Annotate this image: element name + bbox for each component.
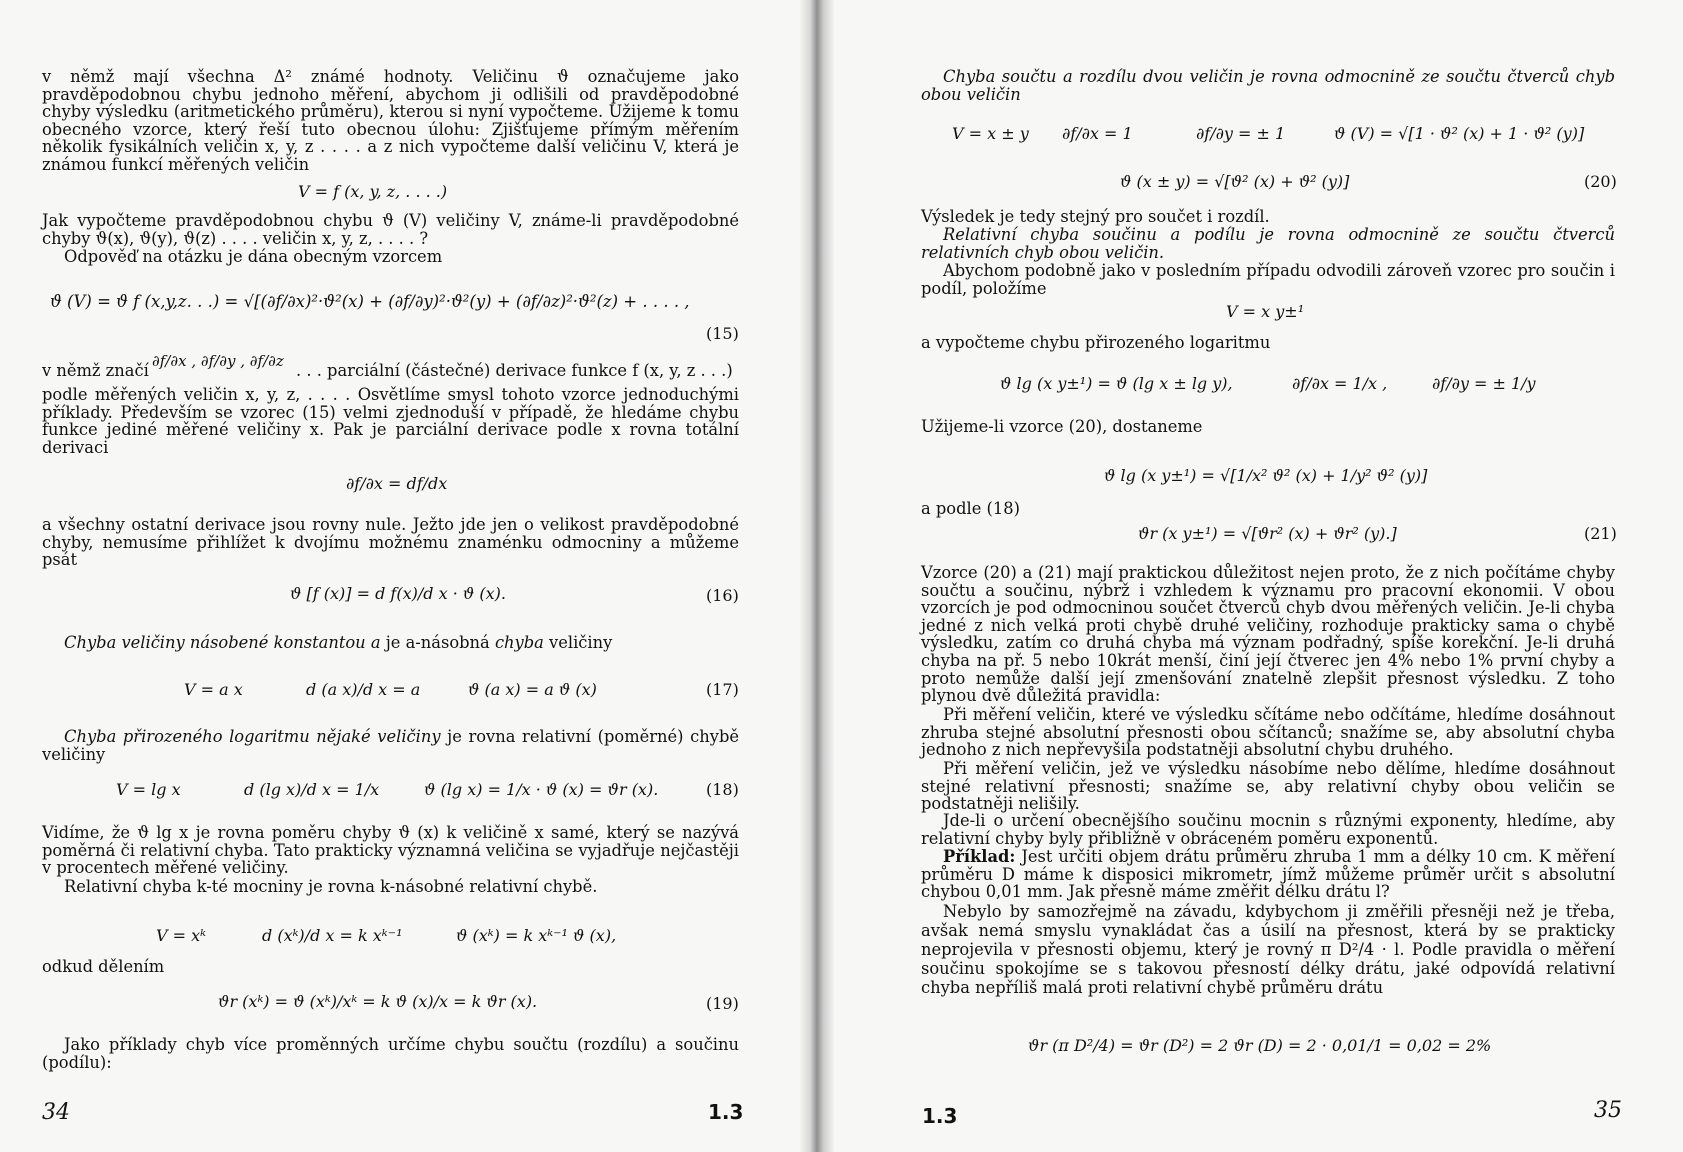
paragraph-label: v němž značí: [42, 361, 149, 380]
paragraph: Abychom podobně jako v posledním případu odvodili zároveň vzorec pro součin i podíl, položíme: [921, 261, 1615, 298]
equation: ∂f/∂x = df/dx: [346, 474, 448, 493]
paragraph: Chyba veličiny násobené konstantou a je a-násobná chyba veličiny: [64, 633, 613, 652]
paragraph: Jde-li o určení obecnějšího součinu mocnin s různými exponenty, hledíme, aby relativní chyby byly přibližně v obráceném poměru exponentů.: [921, 811, 1615, 848]
paragraph: podle měřených veličin x, y, z, . . . . Osvětlíme smysl tohoto vzorce jednoduchými příklady. Především se vzorec (15) velmi zjednoduší v případě, že hledáme chybu funkce jediné měřené veličiny x. Pak je parciální derivace podle x rovna totální derivaci: [42, 385, 739, 457]
equation: d (lg x)/d x = 1/x: [244, 780, 380, 799]
paragraph: . . . parciální (částečné) derivace funkce f (x, y, z . . .): [296, 361, 733, 380]
paragraph: Jako příklady chyb více proměnných určíme chybu součtu (rozdílu) a součinu (podílu):: [42, 1035, 739, 1072]
page-number: 34: [42, 1100, 70, 1125]
equation: V = f (x, y, z, . . . .): [298, 182, 448, 201]
equation: ϑ (a x) = a ϑ (x): [468, 680, 597, 699]
book-gutter: [800, 0, 834, 1152]
paragraph: a všechny ostatní derivace jsou rovny nule. Ježto jde jen o velikost pravděpodobné chyby, nemusíme přihlížet k dvojímu možnému znaménku odmocniny a můžeme psát: [42, 515, 739, 570]
equation-16: ϑ [f (x)] = d f(x)/d x · ϑ (x).: [290, 584, 506, 603]
equation: ϑ lg (x y±¹) = √[1/x² ϑ² (x) + 1/y² ϑ² (y)]: [1104, 466, 1428, 485]
equation: V = xᵏ: [156, 926, 206, 945]
paragraph: v němž mají všechna Δ² známé hodnoty. Veličinu ϑ označujeme jako pravděpodobnou chybu jednoho měření, abychom ji odlišili od pravděpodobné chyby výsledku (aritmetického průměru), kterou si nyní vypočteme. Užijeme k tomu obecného vzorce, který řeší tuto obecnou úlohu: Zjišťujeme přímým měřením několik fysikálních veličin x, y, z . . . . a z nich vypočteme další veličinu V, která je známou funkcí měřených veličin: [42, 67, 739, 174]
equation-number: (21): [1584, 524, 1617, 543]
equation-20: ϑ (x ± y) = √[ϑ² (x) + ϑ² (y)]: [1120, 172, 1350, 191]
equation: ϑ lg (x y±¹) = ϑ (lg x ± lg y),: [1000, 374, 1233, 393]
equation: V = lg x: [116, 780, 181, 799]
paragraph: Při měření veličin, které ve výsledku sčítáme nebo odčítáme, hledíme dosáhnout zhruba stejné absolutní přesnosti obou sčítanců; snažíme se, aby absolutní chyba jednoho z nich nepřevyšila podstatněji absolutní chybu druhého.: [921, 705, 1615, 760]
equation: ∂f/∂x = 1/x ,: [1292, 374, 1388, 393]
section-label: 1.3: [922, 1104, 958, 1128]
equation: ϑr (π D²/4) = ϑr (D²) = 2 ϑr (D) = 2 · 0,01/1 = 0,02 = 2%: [1028, 1036, 1492, 1055]
paragraph: odkud dělením: [42, 957, 165, 976]
paragraph: Chyba přirozeného logaritmu nějaké veličiny je rovna relativní (poměrné) chybě veličiny: [42, 727, 739, 764]
equation-21: ϑr (x y±¹) = √[ϑr² (x) + ϑr² (y).]: [1138, 524, 1397, 543]
paragraph: Při měření veličin, jež ve výsledku násobíme nebo dělíme, hledíme dosáhnout stejné relativní přesnosti; snažíme se, aby relativní chyby obou veličin se podstatněji nelišily.: [921, 759, 1615, 814]
paragraph: Chyba součtu a rozdílu dvou veličin je rovna odmocnině ze součtu čtverců chyb obou veličin: [921, 67, 1615, 104]
paragraph: Vzorce (20) a (21) mají praktickou důležitost nejen proto, že z nich počítáme chyby součtu a součinu, nýbrž i vzhledem k významu pro pracovní ekonomii. V obou vzorcích je pod odmocninou součet čtverců chyb dvou měřených veličin. Je-li chyba jedné z nich velká proti chybě druhé veličiny, rozhoduje prakticky sama o chybě výsledku, zatím co druhá chyba má význam podřadný, spíše korekční. Je-li druhá chyba na př. 5 nebo 10krát menší, činí její čtverec jen 4% nebo 1% první chyby a proto nemůže další její zmenšování znatelně zlepšit přesnost výsledku. Z toho plynou dvě důležitá pravidla:: [921, 563, 1615, 706]
equation: ∂f/∂y = ± 1/y: [1432, 374, 1536, 393]
paragraph: Odpověď na otázku je dána obecným vzorcem: [64, 247, 443, 266]
paragraph: Jak vypočteme pravděpodobnou chybu ϑ (V) veličiny V, známe-li pravděpodobné chyby ϑ(x), ϑ(y), ϑ(z) . . . . veličin x, y, z, . . . . ?: [42, 211, 739, 248]
equation: ϑ (lg x) = 1/x · ϑ (x) = ϑr (x).: [424, 780, 659, 799]
equation: d (xᵏ)/d x = k xᵏ⁻¹: [262, 926, 403, 945]
equation-number: (19): [706, 994, 739, 1013]
equation: V = a x: [184, 680, 243, 699]
equation-number: (16): [706, 586, 739, 605]
paragraph: Relativní chyba k-té mocniny je rovna k-násobné relativní chybě.: [64, 877, 598, 896]
paragraph: Příklad: Jest určiti objem drátu průměru zhruba 1 mm a délky 10 cm. K měření průměru D máme k disposici mikrometr, jímž můžeme průměr určit s absolutní chybou 0,01 mm. Jak přesně máme změřit délku drátu l?: [921, 847, 1615, 902]
equation: d (a x)/d x = a: [306, 680, 421, 699]
paragraph: Užijeme-li vzorce (20), dostaneme: [921, 417, 1203, 436]
page-number: 35: [1594, 1098, 1622, 1123]
equation: ∂f/∂x = 1: [1062, 124, 1133, 143]
paragraph: Vidíme, že ϑ lg x je rovna poměru chyby ϑ (x) k veličině x samé, který se nazývá poměrná či relativní chyba. Tato prakticky významná veličina se vyjadřuje nejčastěji v procentech měřené veličiny.: [42, 823, 739, 878]
section-label: 1.3: [708, 1100, 744, 1124]
partial-derivatives: ∂f/∂x , ∂f/∂y , ∂f/∂z: [152, 352, 284, 370]
equation-number: (17): [706, 680, 739, 699]
equation: V = x ± y: [952, 124, 1029, 143]
paragraph: a vypočteme chybu přirozeného logaritmu: [921, 333, 1271, 352]
equation: V = x y±¹: [1226, 302, 1305, 321]
paragraph: Relativní chyba součinu a podílu je rovna odmocnině ze součtu čtverců relativních chyb obou veličin.: [921, 225, 1615, 262]
equation: ϑ (V) = √[1 · ϑ² (x) + 1 · ϑ² (y)]: [1334, 124, 1585, 143]
paragraph: Výsledek je tedy stejný pro součet i rozdíl.: [921, 207, 1270, 226]
equation-number: (15): [706, 324, 739, 343]
paragraph: Nebylo by samozřejmě na závadu, kdybychom ji změřili přesněji než je třeba, avšak nemá smyslu vynakládat čas a úsilí na přesnost, která by se prakticky neprojevila v přesnosti objemu, který je rovný π D²/4 · l. Podle pravidla o měření součinu spokojíme se s takovou přesností délky drátu, jaké odpovídá relativní chyba nepříliš malá proti relativní chybě průměru drátu: [921, 902, 1615, 997]
paragraph: a podle (18): [921, 499, 1020, 518]
equation-number: (20): [1584, 172, 1617, 191]
equation-15: ϑ (V) = ϑ f (x,y,z. . .) = √[(∂f/∂x)²·ϑ²(x) + (∂f/∂y)²·ϑ²(y) + (∂f/∂z)²·ϑ²(z) + . . . . ,: [50, 292, 690, 311]
equation-number: (18): [706, 780, 739, 799]
equation-19: ϑr (xᵏ) = ϑ (xᵏ)/xᵏ = k ϑ (x)/x = k ϑr (x).: [218, 992, 538, 1011]
equation: ∂f/∂y = ± 1: [1196, 124, 1286, 143]
equation: ϑ (xᵏ) = k xᵏ⁻¹ ϑ (x),: [456, 926, 617, 945]
